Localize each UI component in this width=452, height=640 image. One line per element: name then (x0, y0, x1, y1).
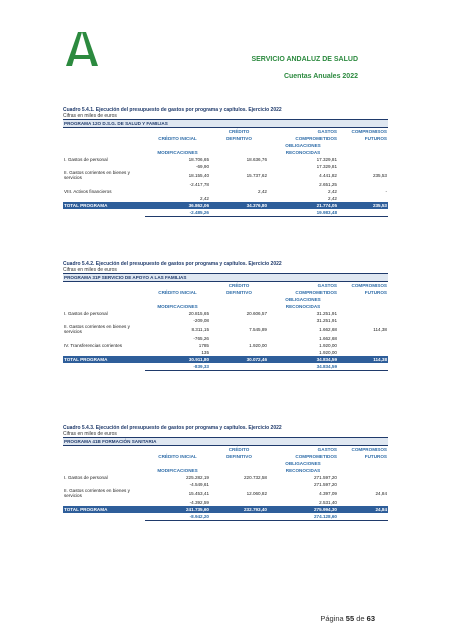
table-cell: 31.251,91 (316, 310, 337, 316)
col-header: FUTUROS (364, 453, 387, 459)
table-cell: -765,26 (193, 335, 209, 341)
table-cell (338, 156, 388, 163)
table-row (63, 349, 388, 356)
col-header: OBLIGACIONES (285, 460, 321, 466)
col-header: OBLIGACIONES (285, 142, 321, 148)
col-header: RECONOCIDAS (285, 467, 321, 473)
table-row (63, 335, 388, 342)
program-title: PROGRAMA 41B FORMACIÓN SANITARIA (63, 437, 388, 446)
table-cell: 2,42 (328, 188, 337, 194)
table-row (63, 188, 388, 195)
table-cell: -2.417,78 (189, 181, 209, 187)
col-header: FUTUROS (364, 289, 387, 295)
col-header: OBLIGACIONES (285, 296, 321, 302)
header-empty (63, 453, 145, 460)
row-label: I. Gastos de personal (64, 474, 108, 480)
header-empty (210, 467, 268, 474)
table-cell: 275.994,30 (268, 506, 338, 513)
cell-empty (210, 181, 268, 188)
table-row (63, 170, 388, 181)
table-cell: 34.376,80 (210, 202, 268, 209)
cell-empty (63, 499, 145, 506)
header-empty (210, 303, 268, 310)
cell-empty (210, 195, 268, 202)
header-empty (210, 296, 268, 303)
table-cell: 1.920,00 (319, 342, 337, 348)
table-cell: - (385, 188, 387, 194)
col-header: RECONOCIDAS (285, 303, 321, 309)
table-cell (145, 188, 210, 195)
table-row (63, 363, 388, 371)
cell-empty (210, 363, 268, 371)
col-header: CRÉDITO INICIAL (158, 453, 197, 459)
table-cell: 274.128,60 (268, 513, 338, 521)
table-cell: -4.392,59 (189, 499, 209, 505)
table-row (63, 128, 388, 135)
table-cell: 2.651,25 (319, 181, 337, 187)
table-row (63, 488, 388, 499)
header-empty (145, 296, 210, 303)
cell-empty (210, 335, 268, 342)
table-cell: -839,33 (145, 363, 210, 371)
table-row (63, 149, 388, 156)
table-cell: 235,53 (338, 202, 388, 209)
header-empty (338, 467, 388, 474)
table-cell: 114,38 (373, 326, 387, 332)
cell-empty (338, 163, 388, 170)
header-empty (63, 289, 145, 296)
col-header: GASTOS (317, 282, 337, 288)
table-row (63, 324, 388, 335)
cell-empty (210, 349, 268, 356)
col-header: COMPROMISOS (351, 128, 387, 134)
header-empty (145, 460, 210, 467)
cell-empty (210, 499, 268, 506)
header-empty (145, 128, 210, 135)
table-row (63, 135, 388, 142)
table-cell: 232.793,40 (210, 506, 268, 513)
table-row (63, 195, 388, 202)
cell-empty (338, 481, 388, 488)
budget-section-1 (63, 107, 388, 217)
total-label: TOTAL PROGRAMA (63, 202, 145, 209)
header-empty (63, 303, 145, 310)
budget-table (63, 128, 388, 217)
table-cell: 271.597,20 (314, 474, 337, 480)
header-empty (145, 282, 210, 289)
table-cell: -2.485,26 (145, 209, 210, 217)
table-cell: 17.329,81 (316, 156, 337, 162)
header-empty (338, 142, 388, 149)
row-label: II. Gastos corrientes en bienes y servicios (64, 488, 130, 499)
table-cell: 2,42 (328, 195, 337, 201)
table-row (63, 499, 388, 506)
col-header: DEFINITIVO (226, 135, 252, 141)
cell-empty (338, 335, 388, 342)
cell-empty (338, 363, 388, 371)
header-empty (145, 446, 210, 453)
table-row (63, 289, 388, 296)
cell-empty (338, 317, 388, 324)
table-cell: 17.329,81 (316, 163, 337, 169)
table-row (63, 209, 388, 217)
cell-empty (63, 163, 145, 170)
table-row (63, 142, 388, 149)
table-row (63, 474, 388, 481)
row-label: I. Gastos de personal (64, 156, 108, 162)
table-row (63, 202, 388, 209)
table-units: Cifras en miles de euros (63, 431, 117, 437)
header-doc: Cuentas Anuales 2022 (283, 73, 358, 80)
header-empty (63, 128, 145, 135)
row-label: II. Gastos corrientes en bienes y servicios (64, 324, 130, 335)
cell-empty (210, 481, 268, 488)
table-cell: 15.737,62 (246, 172, 267, 178)
table-cell: 8.311,15 (191, 326, 209, 332)
table-cell: -209,08 (193, 317, 209, 323)
table-row (63, 282, 388, 289)
table-cell: 36.862,06 (145, 202, 210, 209)
table-cell: 21.774,05 (268, 202, 338, 209)
header-empty (210, 149, 268, 156)
table-cell: 18.706,65 (188, 156, 209, 162)
table-cell: 24,84 (338, 506, 388, 513)
cell-empty (210, 209, 268, 217)
table-units: Cifras en miles de euros (63, 267, 117, 273)
header-empty (338, 296, 388, 303)
budget-section-2 (63, 261, 388, 371)
header-empty (63, 296, 145, 303)
table-cell: 20.815,65 (188, 310, 209, 316)
cell-empty (63, 335, 145, 342)
row-label: II. Gastos corrientes en bienes y servicios (64, 170, 130, 181)
table-row (63, 156, 388, 163)
header-empty (63, 142, 145, 149)
table-cell: 24,84 (375, 490, 387, 496)
cell-empty (63, 209, 145, 217)
table-row (63, 342, 388, 349)
table-cell: 1.920,00 (319, 349, 337, 355)
cell-empty (210, 513, 268, 521)
col-header: COMPROMETIDOS (295, 135, 337, 141)
table-row (63, 356, 388, 363)
table-cell: 18.636,76 (246, 156, 267, 162)
cell-empty (63, 195, 145, 202)
table-row (63, 446, 388, 453)
table-cell (338, 474, 388, 481)
cell-empty (63, 181, 145, 188)
table-cell: 30.072,46 (210, 356, 268, 363)
table-cell: 2,42 (258, 188, 267, 194)
cell-empty (63, 513, 145, 521)
budget-section-3 (63, 425, 388, 521)
table-cell: 271.597,20 (314, 481, 337, 487)
table-units: Cifras en miles de euros (63, 113, 117, 119)
table-row (63, 296, 388, 303)
col-header: COMPROMETIDOS (295, 289, 337, 295)
col-header: CRÉDITO (228, 446, 250, 452)
cell-empty (338, 195, 388, 202)
cell-empty (338, 349, 388, 356)
col-header: DEFINITIVO (226, 289, 252, 295)
header-empty (63, 135, 145, 142)
table-cell: 31.251,91 (316, 317, 337, 323)
row-label: IV. Transferencias corrientes (64, 342, 123, 348)
table-cell: 34.834,59 (268, 363, 338, 371)
table-cell: 19.983,48 (268, 209, 338, 217)
program-title: PROGRAMA 12O D.S.G. DE SALUD Y FAMILIAS (63, 119, 388, 128)
table-row (63, 163, 388, 170)
table-cell (338, 342, 388, 349)
table-row (63, 303, 388, 310)
cell-empty (63, 317, 145, 324)
table-cell: 15.453,41 (188, 490, 209, 496)
cell-empty (63, 481, 145, 488)
table-cell: 12.060,82 (246, 490, 267, 496)
col-header: DEFINITIVO (226, 453, 252, 459)
table-cell: 2,42 (200, 195, 209, 201)
table-row (63, 453, 388, 460)
cell-empty (338, 209, 388, 217)
col-header: MODIFICACIONES (157, 467, 198, 473)
header-empty (210, 460, 268, 467)
table-cell: 1.662,68 (319, 326, 337, 332)
table-cell: 34.834,59 (268, 356, 338, 363)
cell-empty (63, 363, 145, 371)
col-header: CRÉDITO INICIAL (158, 289, 197, 295)
row-label: VIII. Activos financieros (64, 188, 112, 194)
table-caption: Cuadro 5.4.3. Ejecución del presupuesto de gastos por programa y capítulos. Ejercicio 2022 (63, 425, 282, 431)
header-empty (338, 303, 388, 310)
table-row (63, 513, 388, 521)
table-cell: 1.920,00 (249, 342, 267, 348)
table-row (63, 310, 388, 317)
header-empty (145, 142, 210, 149)
cell-empty (210, 317, 268, 324)
table-row (63, 181, 388, 188)
cell-empty (210, 163, 268, 170)
col-header: COMPROMETIDOS (295, 453, 337, 459)
col-header: COMPROMISOS (351, 282, 387, 288)
col-header: CRÉDITO INICIAL (158, 135, 197, 141)
col-header: GASTOS (317, 128, 337, 134)
table-caption: Cuadro 5.4.2. Ejecución del presupuesto de gastos por programa y capítulos. Ejercicio 2022 (63, 261, 282, 267)
header-empty (63, 282, 145, 289)
table-cell: 2.531,40 (319, 499, 337, 505)
table-cell: 114,38 (338, 356, 388, 363)
header-empty (63, 460, 145, 467)
cell-empty (338, 513, 388, 521)
table-caption: Cuadro 5.4.1. Ejecución del presupuesto de gastos por programa y capítulos. Ejercicio 2022 (63, 107, 282, 113)
budget-table (63, 446, 388, 521)
total-label: TOTAL PROGRAMA (63, 506, 145, 513)
total-label: TOTAL PROGRAMA (63, 356, 145, 363)
table-cell: -8.942,20 (145, 513, 210, 521)
cell-empty (338, 181, 388, 188)
col-header: GASTOS (317, 446, 337, 452)
table-cell: 4.441,82 (319, 172, 337, 178)
table-row (63, 317, 388, 324)
table-cell: 30.911,80 (145, 356, 210, 363)
table-cell: 1.662,68 (319, 335, 337, 341)
header-empty (338, 460, 388, 467)
header-empty (63, 467, 145, 474)
table-row (63, 467, 388, 474)
table-row (63, 460, 388, 467)
junta-andalucia-logo (64, 31, 100, 67)
table-cell: 1785 (198, 342, 209, 348)
table-cell: 241.735,60 (145, 506, 210, 513)
table-cell: 4.397,09 (319, 490, 337, 496)
table-cell: 220.732,58 (244, 474, 267, 480)
table-cell: 135 (201, 349, 209, 355)
col-header: FUTUROS (364, 135, 387, 141)
col-header: RECONOCIDAS (285, 149, 321, 155)
row-label: I. Gastos de personal (64, 310, 108, 316)
table-row (63, 481, 388, 488)
table-cell: 235,53 (372, 172, 387, 178)
header-empty (63, 446, 145, 453)
table-cell: 225.282,19 (186, 474, 209, 480)
table-cell: 18.155,40 (188, 172, 209, 178)
col-header: MODIFICACIONES (157, 303, 198, 309)
col-header: CRÉDITO (228, 128, 250, 134)
table-cell: -4.549,61 (189, 481, 209, 487)
table-cell: -69,90 (195, 163, 209, 169)
header-empty (63, 149, 145, 156)
page-footer: Página 55 de 63 (320, 614, 375, 623)
cell-empty (338, 499, 388, 506)
header-org: SERVICIO ANDALUZ DE SALUD (251, 56, 358, 63)
col-header: CRÉDITO (228, 282, 250, 288)
budget-table (63, 282, 388, 371)
table-cell (338, 310, 388, 317)
table-row (63, 506, 388, 513)
header-empty (338, 149, 388, 156)
col-header: MODIFICACIONES (157, 149, 198, 155)
table-cell: 7.545,89 (249, 326, 267, 332)
col-header: COMPROMISOS (351, 446, 387, 452)
header-empty (210, 142, 268, 149)
program-title: PROGRAMA 31P SERVICIO DE APOYO A LAS FAMILIAS (63, 273, 388, 282)
cell-empty (63, 349, 145, 356)
table-cell: 20.606,57 (246, 310, 267, 316)
